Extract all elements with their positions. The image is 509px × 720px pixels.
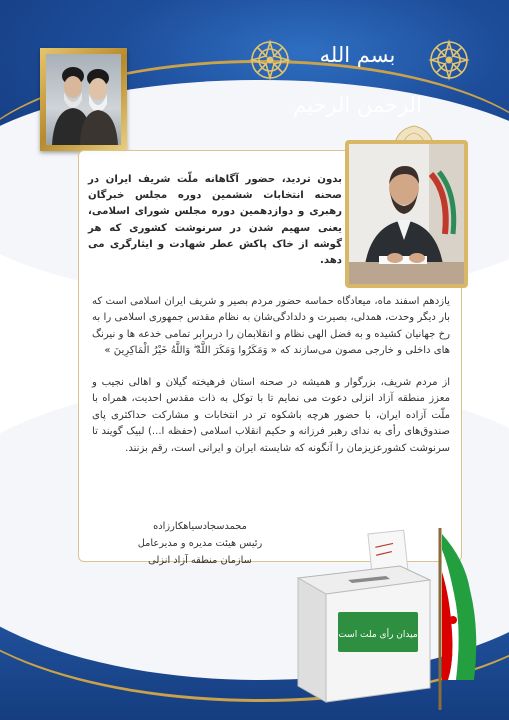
- signer-name: محمدسجادسیاهکارزاده: [153, 521, 247, 532]
- rosette-ornament-icon: [248, 38, 292, 82]
- intro-paragraph: بدون تردید، حضور آگاهانه ملّت شریف ایران در صحنه انتخابات ششمین دوره مجلس خبرگان رهبری و دوازدهمین دوره مجلس شورای اسلامی، یعنی سهیم شدن در سرنوشت کشوری که هر گوشه از خاک پاکش عطر شهادت و ایثارگری می دهد.: [88, 174, 342, 267]
- ballot-box-and-flag: [290, 520, 509, 710]
- signature-block: [100, 518, 300, 569]
- invitation-paragraph: از مردم شریف، بزرگوار و همیشه در صحنه استان فرهیخته گیلان و اهالی نجیب و معزز منطقه آزاد انزلی دعوت می نمایم تا با توکل به ذات مقدس احدیت، همراه با ملّت آزاده ایران، با حضور هرچه باشکوه تر در انتخابات و مشارکت حداکثری پای صندوق‌های رأی به ندای رهبر فرزانه و حکیم انقلاب اسلامی (حفظه ا...) لبیک گویند تا سرنوشت کشورعزیزمان را آنگونه که شایسته ایران و ایرانی است، رقم بزنند.: [92, 377, 450, 454]
- official-photo: [345, 140, 468, 288]
- ballot-slogan: میدان رأی ملت است: [338, 630, 418, 640]
- leaders-portrait-icon: [46, 54, 121, 145]
- body-paragraph: یازدهم اسفند ماه، میعادگاه حماسه حضور مردم بصیر و شریف ایران اسلامی است که بار دیگر وحدت، همدلی، بصیرت و دلدادگی‌شان به نظام مقدس جمهوری اسلامی را به رخ جهانیان کشیده و به فضل الهی نظام و انقلابمان را دربرابر تمامی خدعه ها و نیرنگ های داخلی و خارجی مصون می‌سازند که « وَمَكَرُوا وَمَكَرَ اللَّهُ ۖ وَاللَّهُ خَيْرُ الْمَاكِرِينَ »: [92, 296, 450, 357]
- basmala-calligraphy: بسم الله الرحمن الرحیم: [293, 43, 422, 117]
- signer-organization: سازمان منطقه آزاد انزلی: [148, 555, 252, 566]
- person-at-desk-icon: [349, 144, 464, 284]
- rosette-ornament-icon: [427, 38, 471, 82]
- framed-portrait: [40, 48, 127, 151]
- signer-title: رئیس هیئت مدیره و مدیرعامل: [137, 538, 263, 549]
- portrait-photo: [46, 54, 121, 145]
